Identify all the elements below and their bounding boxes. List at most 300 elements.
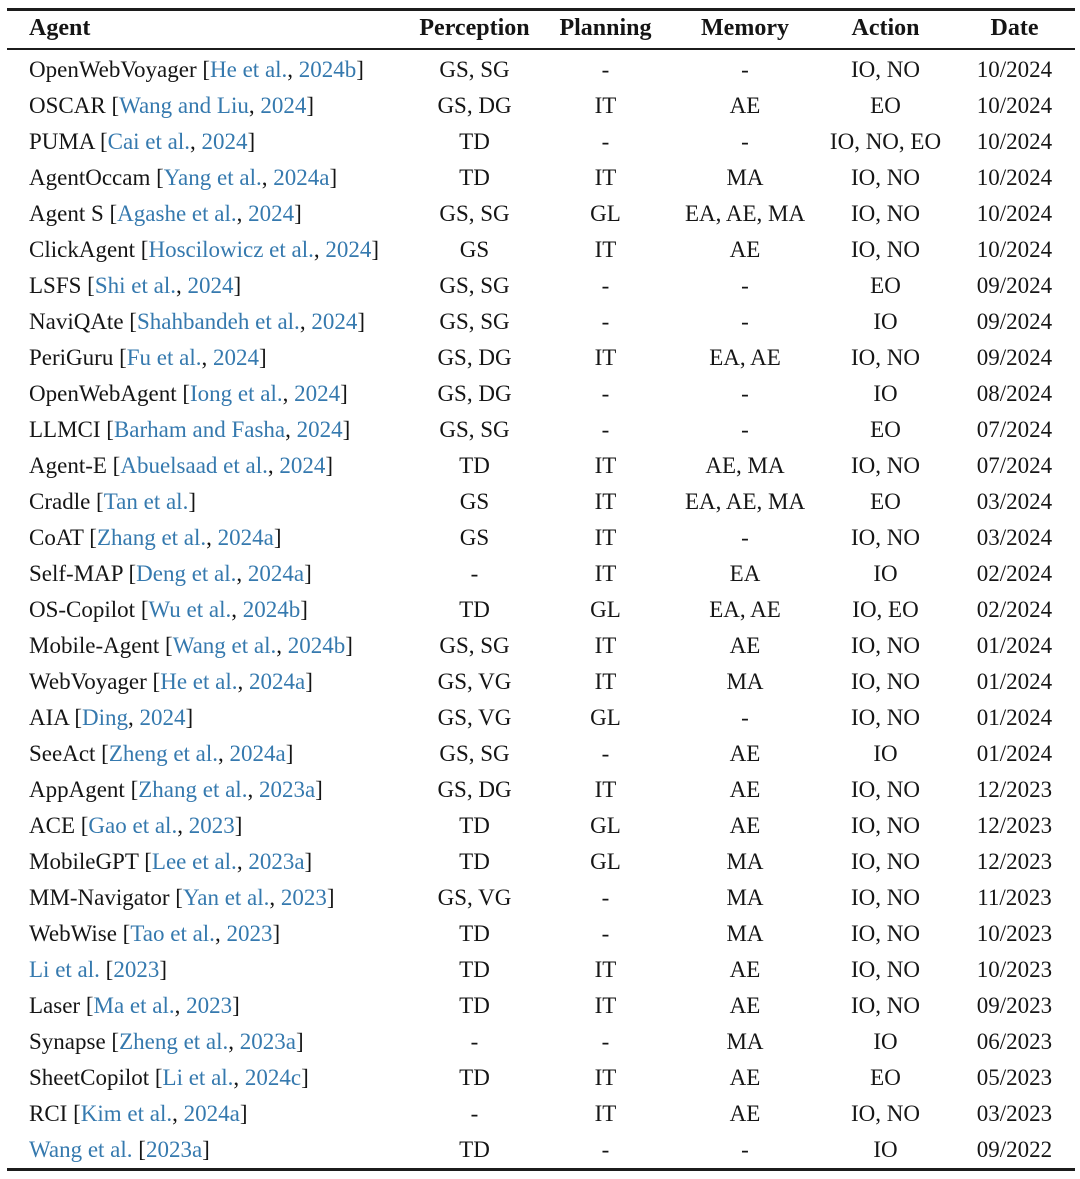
agent-name-text: ]: [233, 273, 242, 298]
date-cell: 10/2024: [976, 129, 1053, 154]
table-row: [7, 124, 1075, 160]
agent-name-text: LSFS [: [29, 273, 95, 298]
action-cell: EO: [870, 417, 901, 442]
action-cell: IO, NO: [851, 777, 920, 802]
agent-name-text: WebWise [: [29, 921, 131, 946]
table-row: [7, 772, 1075, 808]
action-cell: IO, NO: [851, 993, 920, 1018]
table-row: [7, 448, 1075, 484]
planning-cell: IT: [594, 489, 617, 514]
agent-cell: [7, 88, 411, 124]
citation-link[interactable]: Tan et al.: [103, 489, 189, 514]
memory-cell: AE: [729, 237, 761, 262]
date-cell: 05/2023: [976, 1065, 1053, 1090]
agent-cell: [7, 520, 411, 556]
agent-cell: [7, 736, 411, 772]
date-cell: 08/2024: [976, 381, 1053, 406]
citation-link[interactable]: Kim et al.: [80, 1101, 173, 1126]
citation-link[interactable]: 2024: [187, 273, 234, 298]
table-row: [7, 520, 1075, 556]
citation-link[interactable]: He et al.: [160, 669, 238, 694]
action-cell: EO: [870, 273, 901, 298]
table-row: [7, 1132, 1075, 1170]
agent-name-text: Synapse [: [29, 1029, 120, 1054]
date-cell: 01/2024: [976, 633, 1053, 658]
planning-cell: IT: [594, 345, 617, 370]
agent-name-text: AIA [: [29, 705, 83, 730]
agents-comparison-table: [7, 8, 1075, 1171]
citation-link[interactable]: Li et al.: [162, 1065, 234, 1090]
agent-name-text: ,: [172, 1101, 184, 1126]
agent-name-text: ]: [188, 489, 196, 514]
agent-name-text: AgentOccam [: [29, 165, 164, 190]
agent-cell: [7, 556, 411, 592]
citation-link[interactable]: Abuelsaad et al.: [120, 453, 268, 478]
citation-link[interactable]: 2024a: [183, 1101, 240, 1126]
planning-cell: IT: [594, 993, 617, 1018]
perception-cell: TD: [459, 957, 490, 982]
agent-cell: [7, 268, 411, 304]
date-cell: 10/2023: [976, 957, 1053, 982]
agent-name-text: ]: [329, 165, 338, 190]
memory-cell: MA: [726, 165, 764, 190]
planning-cell: IT: [594, 561, 617, 586]
table-row: [7, 1024, 1075, 1060]
action-cell: IO: [873, 561, 898, 586]
planning-cell: -: [601, 417, 610, 442]
agent-name-text: ,: [128, 705, 140, 730]
date-cell: 03/2024: [976, 489, 1053, 514]
memory-cell: AE, MA: [705, 453, 785, 478]
perception-cell: GS, SG: [439, 57, 510, 82]
citation-link[interactable]: He et al.: [210, 57, 288, 82]
planning-cell: IT: [594, 453, 617, 478]
agent-cell: [7, 124, 411, 160]
citation-link[interactable]: Fu et al.: [126, 345, 202, 370]
action-cell: IO, NO: [851, 669, 920, 694]
agent-name-text: ]: [272, 921, 281, 946]
perception-cell: GS, DG: [437, 777, 512, 802]
table-row: [7, 556, 1075, 592]
agent-cell: [7, 1024, 411, 1060]
citation-link[interactable]: 2023: [113, 957, 160, 982]
citation-link[interactable]: Zheng et al.: [108, 741, 219, 766]
citation-link[interactable]: Li et al.: [29, 957, 100, 982]
planning-cell: -: [601, 273, 610, 298]
action-cell: IO, NO: [851, 201, 920, 226]
agent-name-text: RCI [: [29, 1101, 81, 1126]
citation-link[interactable]: 2024a: [273, 165, 330, 190]
citation-link[interactable]: 2024: [201, 129, 248, 154]
citation-link[interactable]: Deng et al.: [136, 561, 237, 586]
date-cell: 10/2024: [976, 93, 1053, 118]
citation-link[interactable]: Zhang et al.: [96, 525, 207, 550]
citation-link[interactable]: Wang and Liu: [119, 93, 249, 118]
agent-name-text: ,: [190, 129, 202, 154]
action-cell: IO, NO: [851, 57, 920, 82]
agent-name-text: ]: [247, 129, 256, 154]
citation-link[interactable]: Iong et al.: [190, 381, 283, 406]
agent-name-text: ,: [247, 777, 259, 802]
action-cell: IO: [873, 1029, 898, 1054]
agent-name-text: ,: [214, 921, 227, 946]
memory-cell: -: [741, 309, 749, 334]
agent-name-text: ]: [305, 669, 313, 694]
agent-name-text: ]: [304, 849, 313, 874]
memory-cell: -: [741, 129, 749, 154]
memory-cell: AE: [729, 1065, 761, 1090]
action-cell: IO, EO: [852, 597, 919, 622]
citation-link[interactable]: 2023a: [248, 849, 305, 874]
memory-cell: MA: [726, 669, 764, 694]
citation-link[interactable]: Shi et al.: [94, 273, 176, 298]
citation-link[interactable]: 2024a: [217, 525, 274, 550]
table-row: [7, 376, 1075, 412]
agent-cell: [7, 664, 411, 700]
table-row: [7, 844, 1075, 880]
agent-cell: [7, 700, 411, 736]
citation-link[interactable]: 2023a: [145, 1137, 203, 1162]
perception-cell: GS, VG: [437, 669, 512, 694]
agent-name-text: SeeAct [: [29, 741, 109, 766]
agent-cell: [7, 448, 411, 484]
table-row: [7, 880, 1075, 916]
agent-name-text: Cradle [: [29, 489, 104, 514]
agent-name-text: ]: [342, 417, 351, 442]
memory-cell: AE: [729, 957, 761, 982]
citation-link[interactable]: 2024: [248, 201, 295, 226]
agent-name-text: ,: [287, 57, 299, 82]
agent-name-text: OpenWebVoyager [: [29, 57, 211, 82]
agent-name-text: [: [99, 957, 114, 982]
citation-link[interactable]: Wang et al.: [29, 1137, 133, 1162]
perception-cell: TD: [459, 1065, 490, 1090]
table-row: [7, 160, 1075, 196]
citation-link[interactable]: Agashe et al.: [117, 201, 237, 226]
agent-name-text: OpenWebAgent [: [29, 381, 191, 406]
agent-name-text: ,: [231, 597, 243, 622]
planning-cell: IT: [594, 777, 617, 802]
agent-name-text: ]: [345, 633, 353, 658]
agent-name-text: ,: [236, 849, 249, 874]
agent-name-text: Self-MAP [: [29, 561, 137, 586]
agent-name-text: ,: [236, 561, 248, 586]
citation-link[interactable]: 2023: [186, 993, 233, 1018]
citation-link[interactable]: Lee et al.: [151, 849, 237, 874]
planning-cell: IT: [594, 1101, 617, 1126]
perception-cell: -: [470, 561, 479, 586]
agent-name-text: ,: [313, 237, 326, 262]
date-cell: 11/2023: [977, 885, 1052, 910]
agent-name-text: ,: [269, 885, 281, 910]
citation-link[interactable]: Cai et al.: [107, 129, 190, 154]
agent-name-text: ]: [326, 885, 335, 910]
agent-name-text: ]: [285, 741, 294, 766]
date-cell: 07/2024: [976, 453, 1053, 478]
planning-cell: IT: [594, 669, 617, 694]
date-cell: 12/2023: [976, 813, 1053, 838]
table-row: [7, 988, 1075, 1024]
agent-name-text: ]: [159, 957, 167, 982]
action-cell: IO, NO: [851, 237, 920, 262]
citation-link[interactable]: 2023: [280, 885, 327, 910]
memory-cell: AE: [729, 633, 761, 658]
perception-cell: GS, SG: [439, 741, 510, 766]
perception-cell: -: [470, 1029, 479, 1054]
header-row: [7, 10, 1075, 50]
citation-link[interactable]: 2024c: [244, 1065, 302, 1090]
date-cell: 09/2024: [976, 273, 1053, 298]
perception-cell: -: [470, 1101, 479, 1126]
agent-name-text: LLMCI [: [29, 417, 114, 442]
date-cell: 02/2024: [976, 561, 1053, 586]
agent-cell: [7, 304, 411, 340]
agent-name-text: ,: [218, 741, 230, 766]
memory-cell: MA: [726, 1029, 764, 1054]
date-cell: 09/2023: [976, 993, 1053, 1018]
column-header-memory: Memory: [673, 10, 817, 50]
citation-link[interactable]: Zheng et al.: [119, 1029, 229, 1054]
agent-cell: [7, 484, 411, 520]
memory-cell: -: [741, 525, 749, 550]
agent-name-text: ]: [371, 237, 380, 262]
action-cell: IO: [873, 741, 898, 766]
agent-cell: [7, 592, 411, 628]
citation-link[interactable]: 2024b: [287, 633, 346, 658]
table-row: [7, 664, 1075, 700]
action-cell: IO: [873, 309, 898, 334]
memory-cell: AE: [729, 1101, 761, 1126]
agent-name-text: ]: [357, 309, 365, 334]
column-header-perception: Perception: [411, 10, 538, 50]
citation-link[interactable]: 2023a: [239, 1029, 297, 1054]
planning-cell: GL: [590, 201, 621, 226]
action-cell: IO, NO: [851, 849, 920, 874]
citation-link[interactable]: 2024: [279, 453, 326, 478]
citation-link[interactable]: Ma et al.: [93, 993, 175, 1018]
agent-name-text: ]: [300, 597, 308, 622]
table-row: [7, 700, 1075, 736]
agent-name-text: ]: [340, 381, 348, 406]
planning-cell: IT: [594, 525, 617, 550]
column-header-planning: Planning: [538, 10, 673, 50]
planning-cell: IT: [594, 633, 617, 658]
agent-name-text: ,: [261, 165, 274, 190]
table-row: [7, 196, 1075, 232]
citation-link[interactable]: Wu et al.: [148, 597, 232, 622]
agent-name-text: ,: [276, 633, 288, 658]
agent-cell: [7, 988, 411, 1024]
citation-link[interactable]: Zhang et al.: [138, 777, 248, 802]
planning-cell: IT: [594, 237, 617, 262]
table-row: [7, 340, 1075, 376]
agent-name-text: ]: [294, 201, 302, 226]
agent-cell: [7, 880, 411, 916]
agent-cell: [7, 376, 411, 412]
agent-name-text: ,: [233, 1065, 245, 1090]
perception-cell: GS, DG: [437, 93, 512, 118]
citation-link[interactable]: 2024a: [248, 669, 306, 694]
citation-link[interactable]: 2023: [188, 813, 235, 838]
agent-cell: [7, 1060, 411, 1096]
perception-cell: GS: [459, 237, 490, 262]
agent-name-text: WebVoyager [: [29, 669, 161, 694]
perception-cell: GS, VG: [437, 885, 512, 910]
memory-cell: AE: [729, 93, 761, 118]
agent-name-text: ,: [282, 381, 295, 406]
date-cell: 10/2024: [976, 201, 1053, 226]
table-row: [7, 1060, 1075, 1096]
action-cell: EO: [870, 93, 901, 118]
agent-name-text: PUMA [: [29, 129, 108, 154]
date-cell: 09/2024: [976, 345, 1053, 370]
action-cell: IO, NO: [851, 525, 920, 550]
memory-cell: -: [741, 381, 749, 406]
column-header-agent: Agent: [7, 10, 411, 50]
agent-name-text: [: [132, 1137, 146, 1162]
citation-link[interactable]: Tao et al.: [130, 921, 215, 946]
table-row: [7, 916, 1075, 952]
citation-link[interactable]: 2024a: [229, 741, 286, 766]
citation-link[interactable]: 2024: [296, 417, 343, 442]
perception-cell: GS, DG: [437, 381, 512, 406]
agent-cell: [7, 916, 411, 952]
citation-link[interactable]: 2024a: [247, 561, 305, 586]
planning-cell: IT: [594, 93, 617, 118]
citation-link[interactable]: 2024: [260, 93, 307, 118]
perception-cell: TD: [459, 453, 490, 478]
memory-cell: AE: [729, 813, 761, 838]
agent-name-text: ,: [206, 525, 218, 550]
perception-cell: GS, DG: [437, 345, 512, 370]
agent-name-text: NaviQAte [: [29, 309, 137, 334]
action-cell: IO: [873, 1137, 898, 1162]
perception-cell: TD: [459, 165, 490, 190]
agent-name-text: CoAT [: [29, 525, 97, 550]
memory-cell: AE: [729, 777, 761, 802]
citation-link[interactable]: 2024: [311, 309, 358, 334]
perception-cell: GS, SG: [439, 273, 510, 298]
citation-link[interactable]: 2023a: [258, 777, 316, 802]
citation-link[interactable]: 2024b: [242, 597, 301, 622]
column-header-date: Date: [954, 10, 1075, 50]
agent-cell: [7, 49, 411, 88]
table-row: [7, 592, 1075, 628]
planning-cell: -: [601, 885, 610, 910]
memory-cell: -: [741, 705, 749, 730]
citation-link[interactable]: 2024: [325, 237, 372, 262]
agent-name-text: ]: [239, 1101, 248, 1126]
agent-name-text: ]: [301, 1065, 309, 1090]
agent-name-text: ,: [285, 417, 297, 442]
perception-cell: TD: [459, 129, 490, 154]
planning-cell: IT: [594, 957, 617, 982]
planning-cell: GL: [590, 849, 621, 874]
table-row: [7, 952, 1075, 988]
citation-link[interactable]: 2023: [226, 921, 273, 946]
citation-link[interactable]: Hoscilowicz et al.: [148, 237, 314, 262]
agent-name-text: ,: [236, 201, 249, 226]
action-cell: IO, NO: [851, 345, 920, 370]
table-body: [7, 49, 1075, 1170]
action-cell: IO, NO: [851, 885, 920, 910]
citation-link[interactable]: Shahbandeh et al.: [136, 309, 300, 334]
perception-cell: TD: [459, 813, 490, 838]
citation-link[interactable]: Gao et al.: [88, 813, 178, 838]
table-row: [7, 484, 1075, 520]
memory-cell: EA, AE, MA: [684, 201, 806, 226]
agent-name-text: ,: [175, 273, 188, 298]
citation-link[interactable]: 2024: [294, 381, 341, 406]
agent-name-text: OSCAR [: [29, 93, 120, 118]
citation-link[interactable]: Yang et al.: [163, 165, 262, 190]
agent-cell: [7, 808, 411, 844]
action-cell: IO, NO: [851, 921, 920, 946]
date-cell: 01/2024: [976, 741, 1053, 766]
planning-cell: -: [601, 381, 610, 406]
memory-cell: -: [741, 57, 749, 82]
date-cell: 10/2024: [976, 165, 1053, 190]
table-row: [7, 88, 1075, 124]
agent-name-text: Laser [: [29, 993, 94, 1018]
citation-link[interactable]: Yan et al.: [182, 885, 270, 910]
perception-cell: TD: [459, 597, 490, 622]
agent-name-text: MM-Navigator [: [29, 885, 183, 910]
agent-name-text: ,: [237, 669, 249, 694]
date-cell: 10/2023: [976, 921, 1053, 946]
agent-name-text: ,: [201, 345, 213, 370]
agent-name-text: ,: [267, 453, 280, 478]
agent-name-text: Agent S [: [29, 201, 118, 226]
citation-link[interactable]: 2024: [139, 705, 186, 730]
perception-cell: GS, SG: [439, 633, 510, 658]
perception-cell: GS: [459, 525, 490, 550]
agent-cell: [7, 1132, 411, 1170]
memory-cell: EA: [729, 561, 761, 586]
perception-cell: GS, VG: [437, 705, 512, 730]
citation-link[interactable]: 2024b: [298, 57, 357, 82]
agent-name-text: ]: [296, 1029, 304, 1054]
table-row: [7, 808, 1075, 844]
agent-name-text: MobileGPT [: [29, 849, 152, 874]
action-cell: IO, NO: [851, 705, 920, 730]
agent-name-text: ,: [174, 993, 187, 1018]
date-cell: 01/2024: [976, 669, 1053, 694]
citation-link[interactable]: Ding: [82, 705, 129, 730]
action-cell: IO: [873, 381, 898, 406]
action-cell: IO, NO: [851, 957, 920, 982]
citation-link[interactable]: Wang et al.: [172, 633, 277, 658]
date-cell: 02/2024: [976, 597, 1053, 622]
citation-link[interactable]: 2024: [212, 345, 259, 370]
citation-link[interactable]: Barham and Fasha: [113, 417, 286, 442]
action-cell: IO, NO: [851, 453, 920, 478]
memory-cell: -: [741, 417, 749, 442]
agent-name-text: ClickAgent [: [29, 237, 149, 262]
agent-cell: [7, 232, 411, 268]
column-header-action: Action: [817, 10, 954, 50]
table-row: [7, 268, 1075, 304]
table-row: [7, 232, 1075, 268]
date-cell: 09/2022: [976, 1137, 1053, 1162]
planning-cell: GL: [590, 705, 621, 730]
date-cell: 12/2023: [976, 849, 1053, 874]
agent-name-text: SheetCopilot [: [29, 1065, 163, 1090]
agent-name-text: ]: [325, 453, 334, 478]
agent-cell: [7, 160, 411, 196]
planning-cell: -: [601, 309, 610, 334]
planning-cell: -: [601, 1029, 610, 1054]
